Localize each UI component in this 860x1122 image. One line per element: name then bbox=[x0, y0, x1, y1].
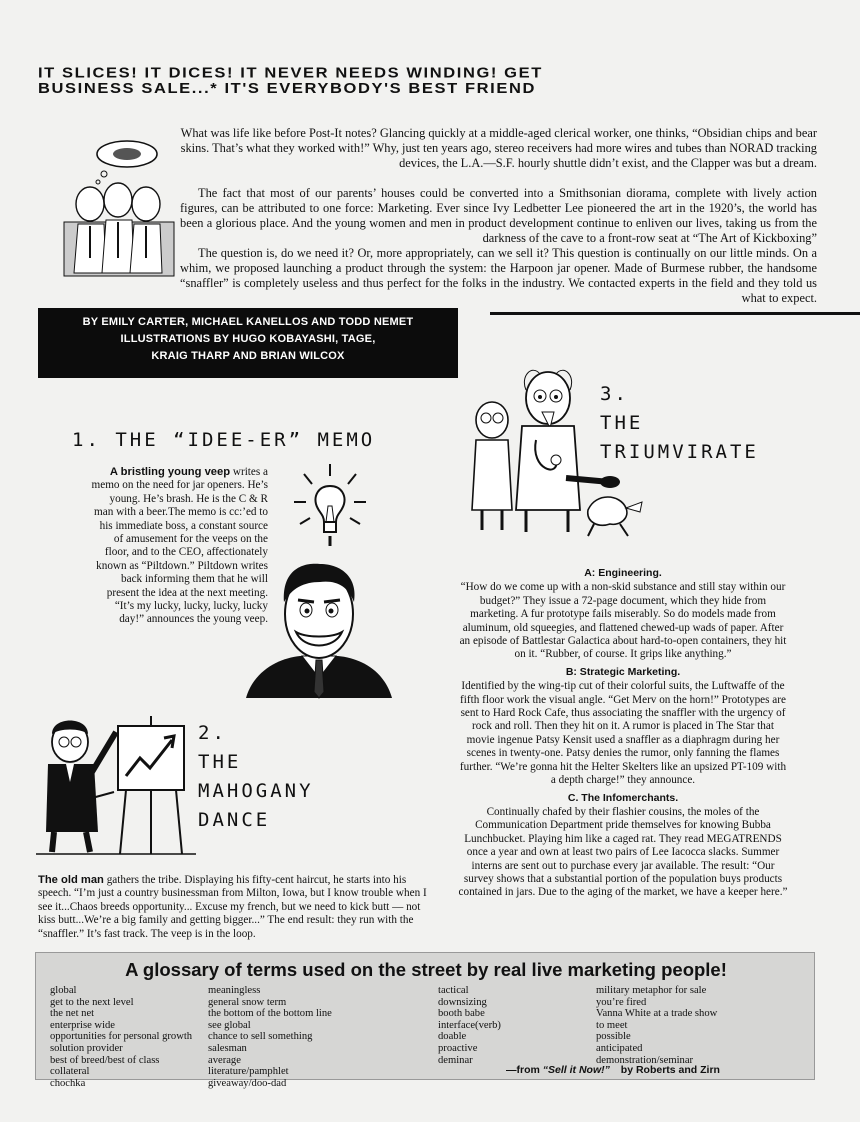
glossary-term: collateral bbox=[50, 1066, 90, 1078]
glossary-term: the net net bbox=[50, 1008, 95, 1020]
glossary-meaning: literature/pamphlet bbox=[208, 1066, 289, 1078]
glossary-source-authors: by Roberts and Zirn bbox=[620, 1064, 720, 1076]
young-veep-illustration bbox=[244, 552, 394, 700]
glossary-meaning: Vanna White at a trade show bbox=[596, 1008, 718, 1020]
intro-text-continued bbox=[180, 186, 817, 306]
glossary-term: proactive bbox=[438, 1042, 478, 1054]
strategic-marketing-text: Identified by the wing-tip cut of their colorful suits, the Luftwaffe of the fifth floor work the visual angle. “Get Merv on the horn!” Prototypes are sent to Hard Rock Cafe, thus associating the snaffler with the urgency of rock and roll. Then they hit on it. A rumor is placed in The Star that movie ingenue Patsy Kensit used a snaffler as a diaphragm during her scenes in twenty-one. Patsy denies the rumor, only fanning the flames further. “We’re gonna hit the Helter Skelters like an upsized PT-109 with a depth charge!” they announce. bbox=[459, 680, 787, 787]
glossary-meaning: salesman bbox=[208, 1042, 247, 1054]
glossary-term: best of breed/best of class bbox=[50, 1054, 160, 1066]
glossary-column-4 bbox=[596, 985, 717, 1066]
thinking-figures-illustration bbox=[52, 138, 192, 278]
glossary-meaning: military metaphor for sale bbox=[596, 985, 707, 996]
glossary-term: chochka bbox=[50, 1077, 86, 1089]
section-1-lead: A bristling young veep bbox=[109, 466, 231, 478]
section-2-text: gathers the tribe. Displaying his fifty-cent haircut, he starts into his speech. “I’m just a country businessman from Milton, Iowa, but I know trouble when I see it...Chaos breeds opportunity... Excuse my french, but we need to kick butt — not kiss butt...We’re a big family and getting bigger...” The end result: they run with the “snaffler.” It’s fast track. The veep is in the loop. bbox=[38, 874, 427, 940]
glossary-title: A glossary of terms used on the street by real live marketing people! bbox=[125, 959, 727, 980]
glossary-meaning: you’re fired bbox=[596, 996, 647, 1008]
section-2-title-line-2: MAHOGANY bbox=[198, 780, 314, 802]
engineering-text: “How do we come up with a non-skid substance and still stay within our budget?” They issue a 72-page document, which they hide from marketing. A fur prototype fails miserably. So do models made from aluminum, old squeegies, and flattened chewed-up wads of paper. After an episode of Battlestar Galactica about hard-to-open containers, they hit on it. “Rubber, of course. It grips like anything.” bbox=[459, 581, 787, 661]
section-3-title bbox=[600, 380, 759, 467]
glossary-term: downsizing bbox=[438, 996, 487, 1008]
glossary-meaning: to meet bbox=[596, 1019, 628, 1031]
glossary-term: get to the next level bbox=[50, 996, 134, 1008]
glossary-meaning: giveaway/doo-dad bbox=[208, 1077, 287, 1089]
section-1-body bbox=[90, 466, 268, 627]
intro-paragraph-2: The fact that most of our parents’ houses could be converted into a Smithsonian diorama, complete with lively action figures, can be attributed to one force: Marketing. Ever since Ivy Ledbetter Lee pioneered the art in the 1920’s, the world has been a glorious place. And the young women and men in product development continue to enliven our lives, taking us from the darkness of the cave to a front-row seat at “The Art of Kickboxing” bbox=[180, 186, 817, 245]
section-1-title: 1. THE “IDEE-ER” MEMO bbox=[72, 429, 376, 451]
credits-illustrators: ILLUSTRATIONS BY HUGO KOBAYASHI, TAGE, bbox=[120, 333, 376, 345]
divider-rule bbox=[490, 312, 860, 315]
light-bulb-icon bbox=[290, 462, 370, 548]
section-1-text: writes a memo on the need for jar openers. He’s young. He’s brash. He is the C & R man with a beer.The memo is cc:’ed to his immediate boss, a constant source of amusement for the veeps on the floor, and to the CEO, affectionately known as “Piltdown.” Piltdown writes back informing them that he will present the idea at the next meeting. “It’s my lucky, lucky, lucky, lucky day!” announces the young veep. bbox=[91, 466, 268, 626]
glossary-meaning: chance to sell something bbox=[208, 1031, 313, 1043]
glossary-term: opportunities for personal growth bbox=[50, 1031, 193, 1043]
glossary-column-1 bbox=[50, 985, 192, 1089]
section-3-title-line-1: THE bbox=[600, 412, 644, 434]
glossary-meaning: possible bbox=[596, 1031, 631, 1043]
glossary-meaning: the bottom of the bottom line bbox=[208, 1008, 332, 1020]
glossary-meaning: demonstration/seminar bbox=[596, 1054, 694, 1066]
glossary-meaning: anticipated bbox=[596, 1042, 643, 1054]
glossary-column-3 bbox=[438, 985, 501, 1066]
headline bbox=[38, 66, 860, 97]
glossary-source-title: “Sell it Now!” bbox=[542, 1064, 610, 1076]
section-3-body bbox=[458, 567, 788, 900]
engineering-subheading: A: Engineering. bbox=[584, 567, 662, 579]
section-2-title-line-1: THE bbox=[198, 751, 242, 773]
glossary-meaning: see global bbox=[208, 1019, 251, 1031]
glossary-source bbox=[506, 1064, 720, 1076]
intro-text bbox=[180, 126, 817, 171]
glossary-meaning: meaningless bbox=[208, 985, 261, 996]
intro-paragraph-1: What was life like before Post-It notes? Glancing quickly at a middle-aged clerical worker, one thinks, “Obsidian chips and bear skins. That’s what they worked with!” Why, just ten years ago, stereo receivers had more wires and tubes than NORAD tracking devices, the L.A.—S.F. hourly shuttle didn’t exist, and the Clapper was but a dream. bbox=[180, 126, 817, 170]
section-3-title-line-2: TRIUMVIRATE bbox=[600, 441, 759, 463]
glossary-term: booth babe bbox=[438, 1008, 485, 1020]
infomerchants-text: Continually chafed by their flashier cousins, the moles of the Communication Department pride themselves for knowing Bubba Lunchbucket. Playing him like a caged rat. They read MEGATRENDS once a year and own at least two pairs of Lee Iacocca slacks. Summer interns are sent out to purchase every jar available. The result: “Our survey shows that a substantial portion of the population buys products contained in jars. Due to the aging of the market, we have a keeper here.” bbox=[458, 805, 788, 899]
section-2-title-line-3: DANCE bbox=[198, 809, 271, 831]
glossary-term: enterprise wide bbox=[50, 1019, 116, 1031]
strategic-marketing-subheading: B: Strategic Marketing. bbox=[565, 665, 681, 678]
credits-box bbox=[38, 308, 458, 378]
credits-illustrators-continued: KRAIG THARP AND BRIAN WILCOX bbox=[151, 350, 345, 362]
glossary-meaning: average bbox=[208, 1054, 241, 1066]
section-2-body bbox=[38, 874, 438, 941]
section-2-title bbox=[198, 719, 314, 835]
glossary-term: interface(verb) bbox=[438, 1019, 501, 1031]
intro-paragraph-3: The question is, do we need it? Or, more appropriately, can we sell it? This question is continually on our little minds. On a whim, we proposed launching a product through the system: the Harpoon jar opener. Made of Burmese rubber, the handsome “snaffler” is completely useless and thus perfect for the folks in the industry. We contacted experts in the field and they told us what to expect. bbox=[180, 246, 817, 305]
glossary-column-2 bbox=[208, 985, 332, 1089]
glossary-term: tactical bbox=[438, 985, 469, 996]
glossary-box bbox=[35, 952, 815, 1089]
glossary-term: deminar bbox=[438, 1054, 473, 1066]
section-3-number: 3. bbox=[600, 383, 629, 405]
infomerchants-subheading: C. The Infomerchants. bbox=[567, 791, 679, 804]
presenter-chart-illustration bbox=[36, 702, 196, 862]
section-2-lead: The old man bbox=[38, 874, 104, 886]
headline-line-1: IT SLICES! IT DICES! IT NEVER NEEDS WINDING! GET bbox=[38, 66, 543, 82]
headline-line-2: BUSINESS SALE...* IT'S EVERYBODY'S BEST FRIEND bbox=[38, 80, 536, 97]
glossary-term: solution provider bbox=[50, 1042, 123, 1054]
glossary-source-prefix: —from bbox=[506, 1064, 540, 1076]
glossary-term: doable bbox=[438, 1031, 467, 1043]
credits-authors: BY EMILY CARTER, MICHAEL KANELLOS AND TODD NEMET bbox=[82, 316, 414, 328]
glossary-meaning: general snow term bbox=[208, 996, 287, 1008]
section-2-number: 2. bbox=[198, 722, 227, 744]
glossary-term: global bbox=[50, 985, 77, 996]
